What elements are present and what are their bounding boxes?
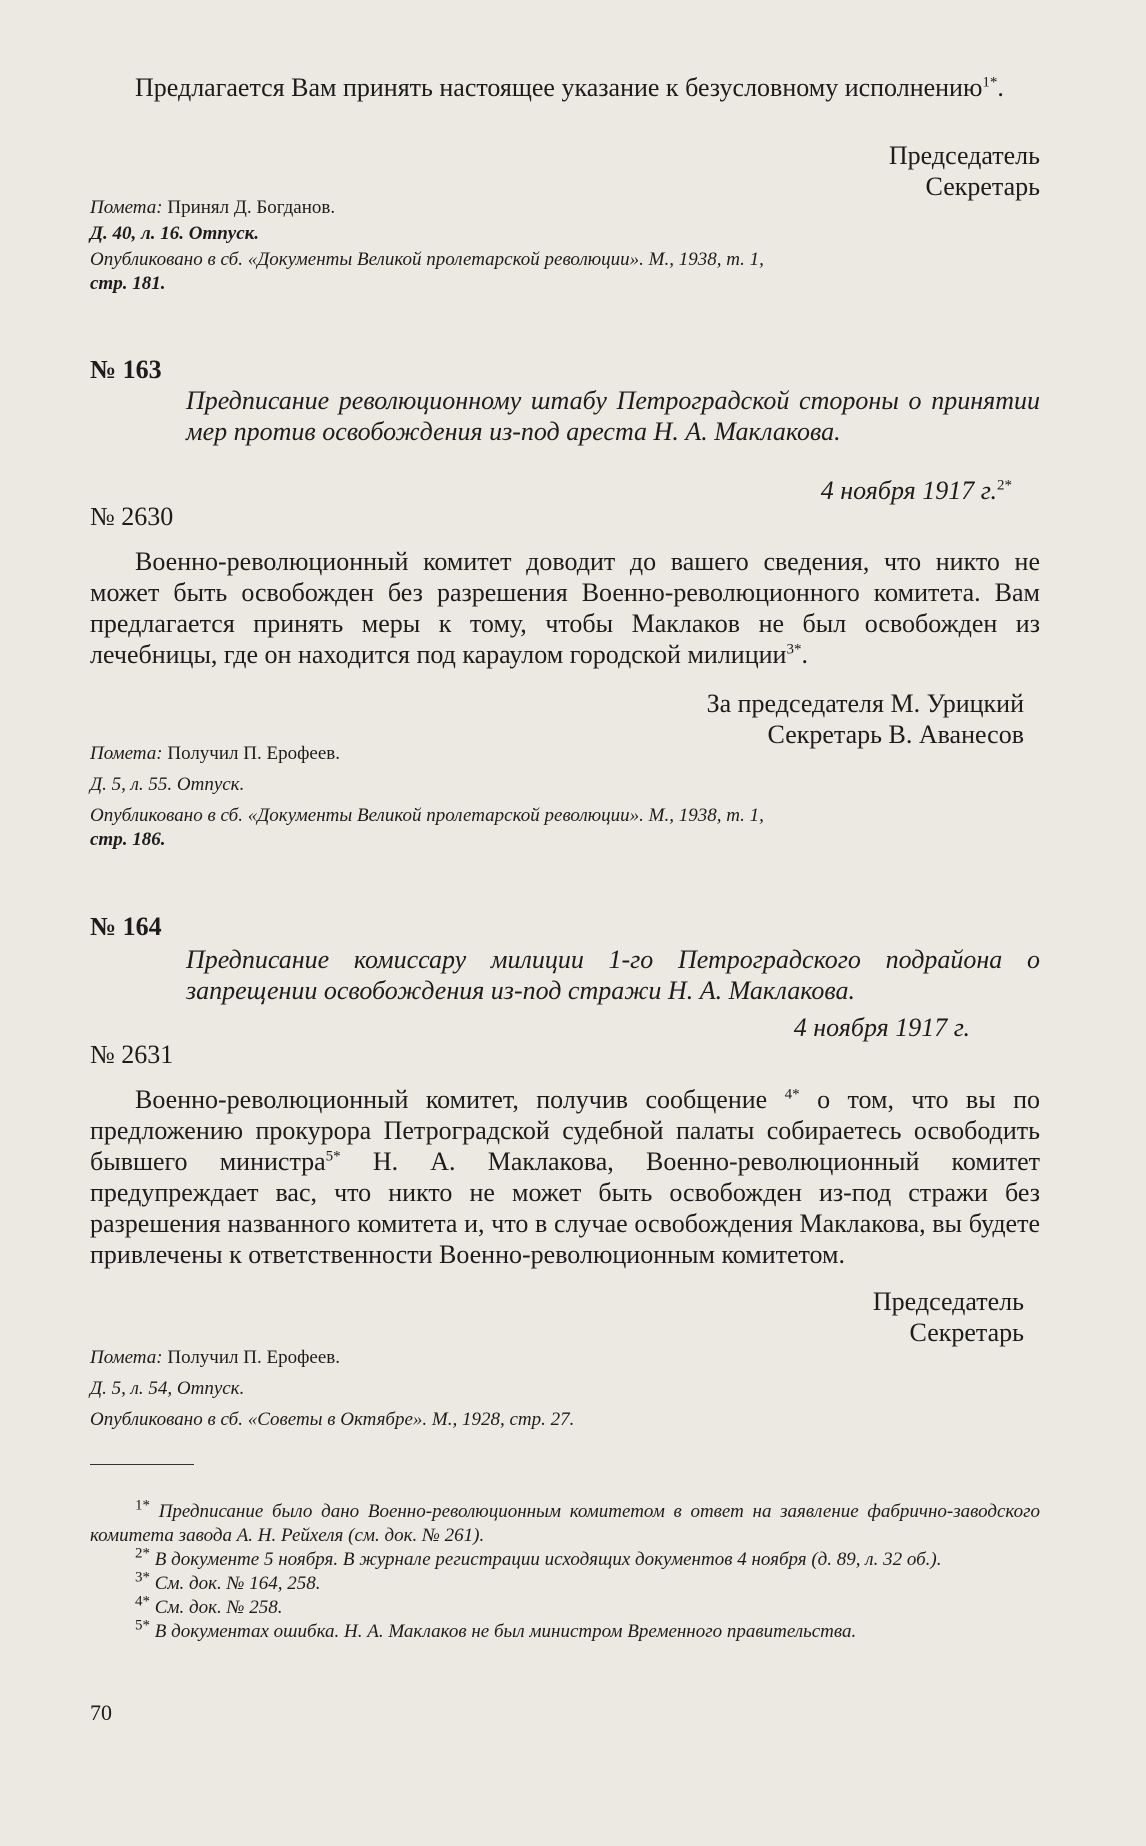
page-number-block [90,1700,1040,1726]
signature-secretary: Секретарь В. Аванесов [767,720,1024,749]
doc162-signatures [90,140,1040,202]
footnote-separator [90,1464,194,1465]
archive-note: Д. 5, л. 55. Отпуск. [90,774,245,795]
signature-chairman: За председателя М. Урицкий [706,689,1024,718]
archive-note: Д. 5, л. 54, Отпуск. [90,1378,245,1399]
footnote-4: $^{4*}$ См. док. № 258. [135,1593,283,1618]
doc162-body: Предлагается Вам принять настоящее указание к безусловному исполнению$^{1*}$. [135,73,1004,102]
signature-chairman: Председатель [888,141,1040,170]
doc163-date: 4 ноября 1917 г.$^{2*}$ [820,476,1012,505]
publication-note: Опубликовано в сб. «Документы Великой пролетарской революции». М., 1938, т. 1, стр. 181. [90,249,764,294]
doc163-title-block [186,385,1040,447]
footnote-3: $^{3*}$ См. док. № 164, 258. [135,1569,321,1594]
archive-note: Д. 40, л. 16. Отпуск. [90,223,260,244]
doc163-reg-block [90,502,1040,532]
footnote-2: $^{2*}$ В документе 5 ноября. В журнале регистрации исходящих документов 4 ноября (д. 89, л. 32 об.). [135,1545,942,1570]
mark-note: Помета: Получил П. Ерофеев. [90,1347,340,1368]
doc164-number: № 164 [90,912,162,941]
doc163-number: № 163 [90,355,162,384]
doc164-body-block [90,1084,1040,1270]
doc164-date: 4 ноября 1917 г. [793,1013,970,1042]
doc164-signatures [90,1286,1040,1348]
doc163-body-block [90,546,1040,670]
doc164-title-block [186,944,1040,1006]
doc164-notes [90,1346,1040,1432]
doc163-title: Предписание революционному штабу Петроградской стороны о принятии мер против освобождения из-под ареста Н. А. Маклакова. [186,386,1040,446]
doc163-reg-number: № 2630 [90,502,174,531]
doc163-signatures [90,688,1040,750]
doc164-body: Военно-революционный комитет, получив сообщение $^{4*}$ о том, что вы по предложению прокурора Петроградской судебной палаты собираетесь освободить бывшего министра$^{5*}$ Н. А. Маклакова, Военно-революционный комитет предупреждает вас, что никто не может быть освобожден из-под стражи без разрешения названного комитета и, что в случае освобождения Маклакова, вы будете привлечены к ответственности Военно-революционным комитетом. [90,1085,1041,1269]
page-number: 70 [90,1700,112,1725]
footnotes [90,1497,1041,1644]
doc163-body: Военно-революционный комитет доводит до вашего сведения, что никто не может быть освобожден без разрешения Военно-революционного комитета. Вам предлагается принять меры к тому, чтобы Маклаков не был освобожден из лечебницы, где он находится под караулом городской милиции$^{3*}$. [90,547,1040,669]
doc164-date-block [90,1012,1040,1043]
footnote-1: $^{1*}$ Предписание было дано Военно-революционным комитетом в ответ на заявление фабрично-заводского комитета завода А. Н. Рейхеля (см. док. № 261). [90,1497,1041,1546]
publication-note: Опубликовано в сб. «Советы в Октябре». М., 1928, стр. 27. [90,1409,575,1430]
publication-note: Опубликовано в сб. «Документы Великой пролетарской революции». М., 1938, т. 1, стр. 186. [90,805,764,850]
doc164-reg-number: № 2631 [90,1040,174,1069]
doc163-notes [90,742,1040,852]
mark-note: Помета: Получил П. Ерофеев. [90,743,340,764]
signature-chairman: Председатель [872,1287,1024,1316]
mark-note: Помета: Принял Д. Богданов. [90,197,336,218]
doc164-reg-block [90,1040,1040,1070]
doc164-title: Предписание комиссару милиции 1-го Петроградского подрайона о запрещении освобождения из-под стражи Н. А. Маклакова. [186,945,1040,1005]
doc162-tail [90,72,1040,103]
footnote-5: $^{5*}$ В документах ошибка. Н. А. Маклаков не был министром Временного правительства. [135,1617,857,1642]
signature-secretary: Секретарь [909,1318,1024,1347]
signature-secretary: Секретарь [925,172,1040,201]
doc162-notes [90,196,1040,296]
